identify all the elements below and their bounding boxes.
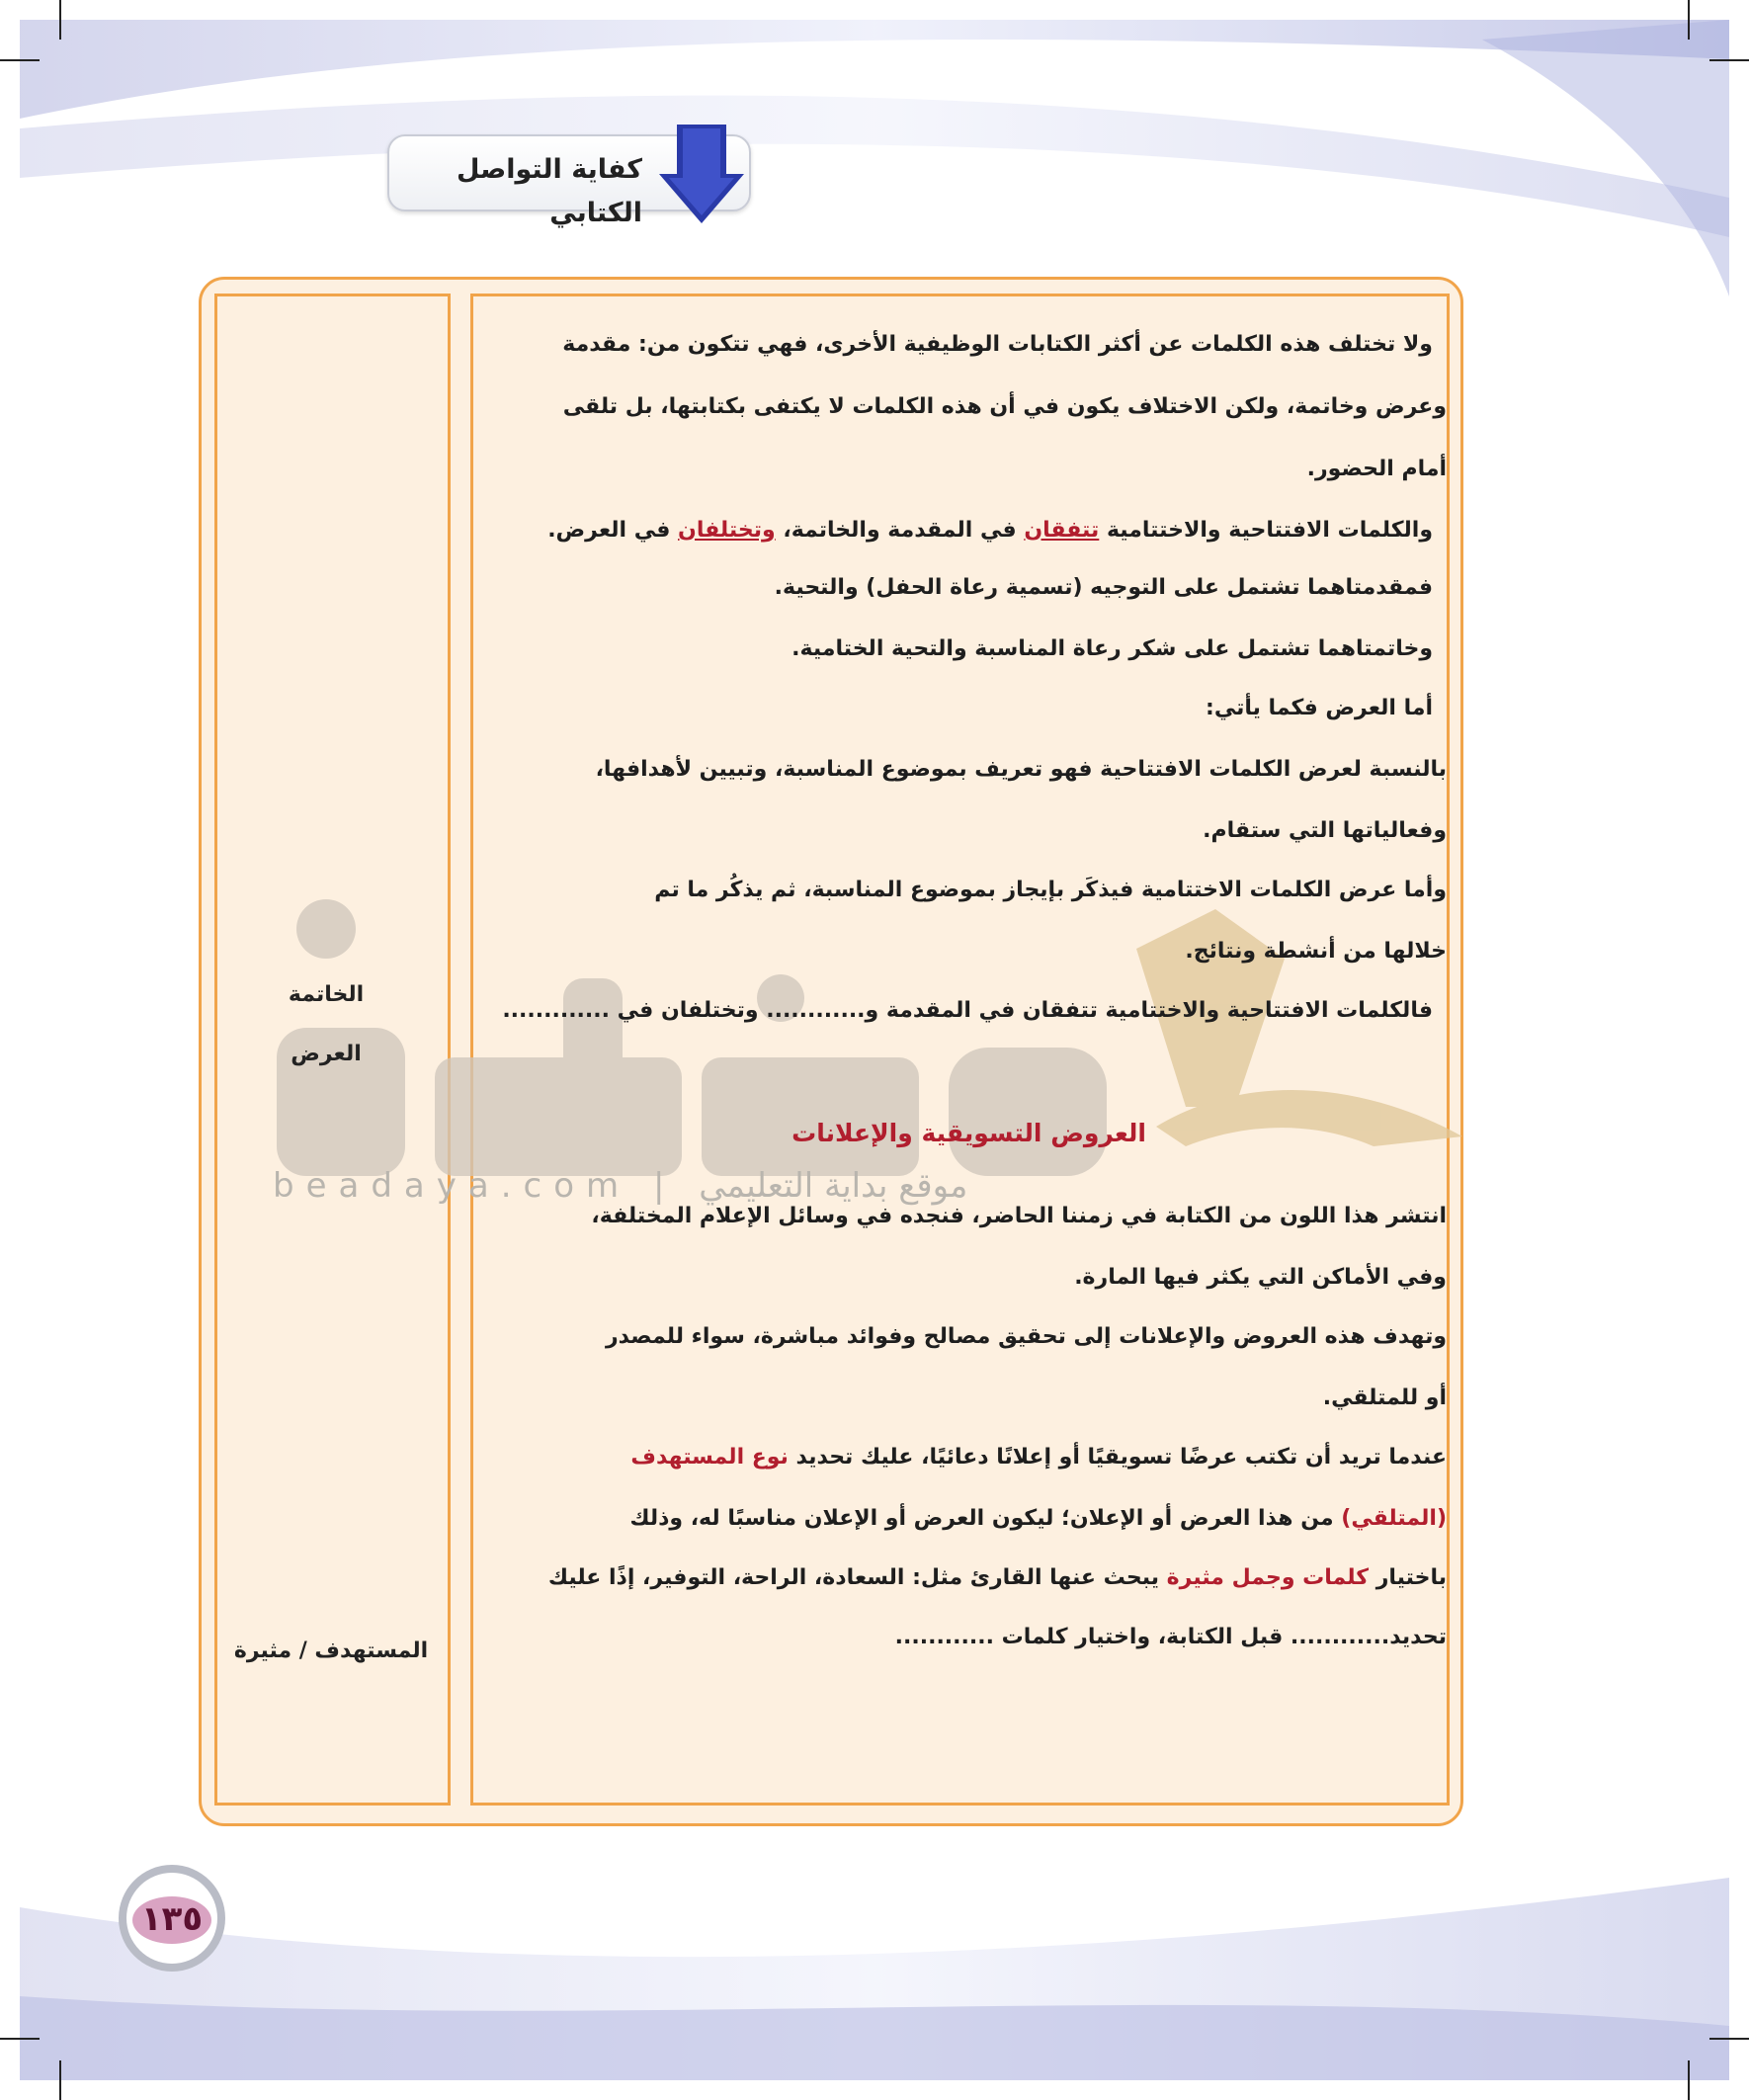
highlight-term: تتفقان [1024, 518, 1100, 543]
line-text: باختيار [1369, 1565, 1447, 1590]
answer-label: المستهدف / مثيرة [233, 1638, 429, 1663]
section-heading: العروض التسويقية والإعلانات [791, 1119, 1146, 1147]
crop-mark [0, 59, 40, 61]
highlight-term: نوع المستهدف [630, 1445, 789, 1470]
paragraph-line: بالنسبة لعرض الكلمات الافتتاحية فهو تعريف بموضوع المناسبة، وتبيين لأهدافها، [595, 757, 1447, 782]
paragraph-line: وتهدف هذه العروض والإعلانات إلى تحقيق مصالح وفوائد مباشرة، سواء للمصدر [605, 1324, 1447, 1349]
exercise-line: تحديد............ قبل الكتابة، واختيار كلمات ............ [894, 1625, 1447, 1649]
answer-label: العرض [291, 1042, 362, 1066]
paragraph-line: وخاتمتاهما تشتمل على شكر رعاة المناسبة والتحية الختامية. [791, 636, 1433, 661]
answer-label: الخاتمة [288, 982, 365, 1007]
paragraph-line: خلالها من أنشطة ونتائج. [1185, 939, 1447, 964]
highlight-term: (المتلقي) [1341, 1506, 1447, 1531]
paragraph-line [630, 1441, 1447, 1474]
paragraph-line: وفي الأماكن التي يكثر فيها المارة. [1074, 1265, 1447, 1290]
paragraph-line [629, 1502, 1447, 1536]
highlight-term: وتختلفان [678, 518, 776, 543]
paragraph-line: وفعالياتها التي ستقام. [1203, 818, 1447, 843]
paragraph-line [547, 514, 1433, 547]
paragraph-line: أو للمتلقي. [1322, 1386, 1447, 1410]
paragraph-line: وعرض وخاتمة، ولكن الاختلاف يكون في أن هذه الكلمات لا يكتفى بكتابتها، بل تلقى [562, 394, 1447, 419]
line-text: عندما تريد أن تكتب عرضًا تسويقيًا أو إعلانًا دعائيًا، عليك تحديد [788, 1445, 1447, 1470]
crop-mark [59, 2060, 61, 2100]
crop-mark [1709, 2038, 1749, 2040]
crop-mark [1688, 0, 1690, 40]
paragraph-line: انتشر هذا اللون من الكتابة في زمننا الحاضر، فنجده في وسائل الإعلام المختلفة، [591, 1204, 1447, 1228]
section-title: كفاية التواصل الكتابي [457, 154, 642, 228]
crop-mark [0, 2038, 40, 2040]
crop-mark [59, 0, 61, 40]
arrow-down-icon [657, 125, 746, 223]
paragraph-line: فمقدمتاهما تشتمل على التوجيه (تسمية رعاة الحفل) والتحية. [774, 575, 1433, 600]
paragraph-line [548, 1561, 1447, 1595]
line-text: يبحث عنها القارئ مثل: السعادة، الراحة، التوفير، إذًا عليك [547, 1565, 1167, 1590]
paragraph-line: أمام الحضور. [1306, 457, 1447, 481]
line-text: في المقدمة والخاتمة، [775, 518, 1025, 543]
crop-mark [1709, 59, 1749, 61]
highlight-term: كلمات وجمل مثيرة [1166, 1565, 1370, 1590]
line-text: من هذا العرض أو الإعلان؛ ليكون العرض أو الإعلان مناسبًا له، وذلك [629, 1506, 1342, 1531]
exercise-line: فالكلمات الافتتاحية والاختتامية تتفقان في المقدمة و............ وتختلفان في ............. [502, 998, 1433, 1023]
watermark-text: beadaya.com | موقع بداية التعليمي [273, 1166, 968, 1206]
paragraph-line: ولا تختلف هذه الكلمات عن أكثر الكتابات الوظيفية الأخرى، فهي تتكون من: مقدمة [562, 332, 1433, 357]
crop-mark [1688, 2060, 1690, 2100]
line-text: والكلمات الافتتاحية والاختتامية [1099, 518, 1433, 543]
paragraph-line: وأما عرض الكلمات الاختتامية فيذكَر بإيجاز بموضوع المناسبة، ثم يذكُر ما تم [654, 878, 1447, 902]
page-number: ١٣٥ [140, 1899, 204, 1939]
paragraph-line: أما العرض فكما يأتي: [1206, 696, 1433, 720]
line-text: في العرض. [547, 518, 679, 543]
